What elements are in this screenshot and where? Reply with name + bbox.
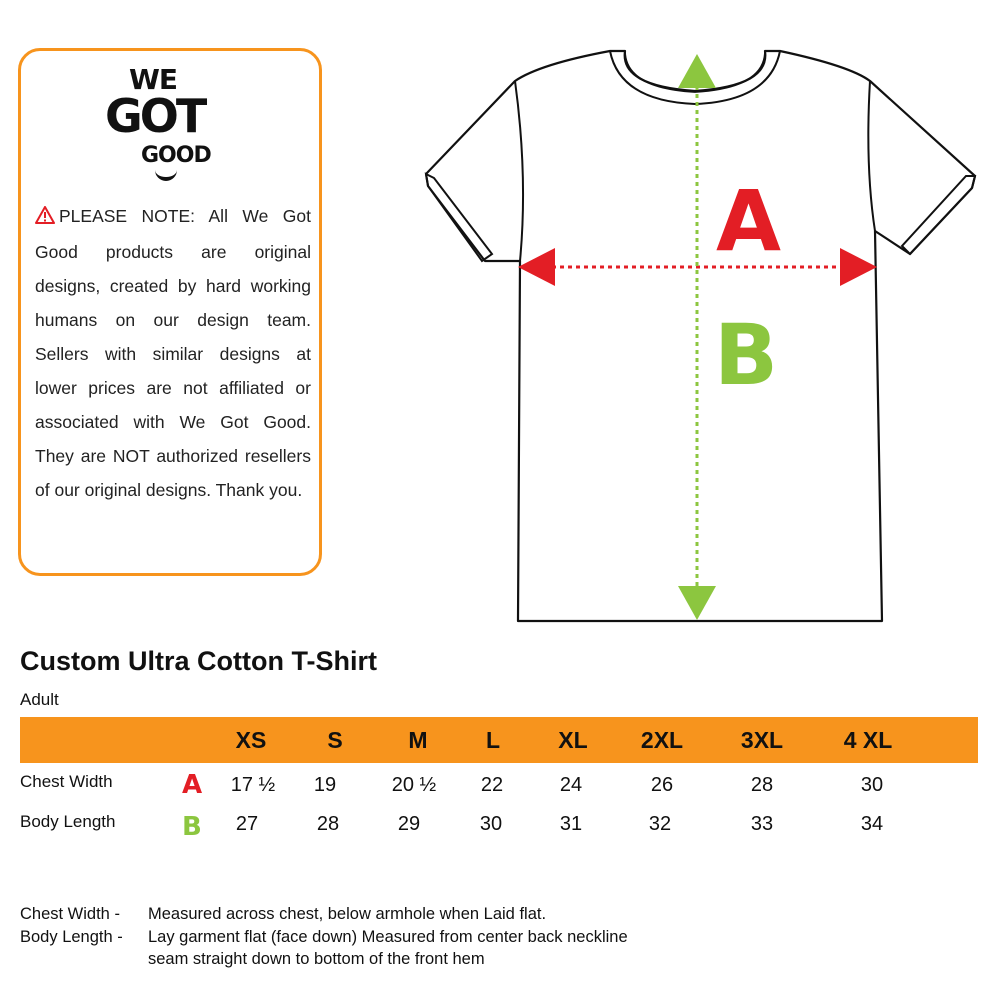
- row-letter-a: A: [182, 770, 203, 800]
- tshirt-diagram: [420, 36, 980, 636]
- note-chest-text: Measured across chest, below armhole when Laid flat.: [148, 905, 547, 923]
- size-header-l: L: [485, 727, 501, 753]
- logo-line-we: WE: [129, 63, 178, 96]
- chest-m: 20 ½: [391, 774, 437, 796]
- size-header-s: S: [327, 727, 343, 753]
- length-arrow-top: [678, 54, 716, 88]
- notice-text: [35, 199, 311, 507]
- logo-smile-icon: [155, 167, 177, 181]
- note-length: [20, 928, 628, 947]
- size-header-xs: XS: [235, 727, 267, 753]
- size-header-m: M: [408, 727, 428, 753]
- chest-3xl: 28: [750, 774, 774, 796]
- note-length-cont-text: seam straight down to bottom of the front hem: [148, 950, 485, 968]
- size-category: Adult: [20, 690, 59, 709]
- length-4xl: 34: [860, 813, 884, 835]
- row-label-length: Body Length: [20, 812, 116, 831]
- label-b: B: [714, 306, 779, 404]
- note-length-key: Body Length -: [20, 928, 123, 946]
- logo-line-got: GOT: [105, 89, 205, 143]
- product-title: Custom Ultra Cotton T-Shirt: [20, 646, 377, 676]
- length-s: 28: [316, 813, 340, 835]
- row-label-chest: Chest Width: [20, 772, 113, 791]
- length-l: 30: [479, 813, 503, 835]
- chest-2xl: 26: [650, 774, 674, 796]
- size-header-xl: XL: [558, 727, 588, 753]
- note-chest-key: Chest Width -: [20, 905, 120, 923]
- size-header-4xl: 4 XL: [843, 727, 893, 753]
- tshirt-outline: [426, 51, 975, 621]
- chest-xs: 17 ½: [230, 774, 276, 796]
- length-m: 29: [397, 813, 421, 835]
- chest-s: 19: [313, 774, 337, 796]
- brand-logo: [105, 63, 241, 183]
- length-2xl: 32: [648, 813, 672, 835]
- chest-xl: 24: [559, 774, 583, 796]
- notice-paragraph: PLEASE NOTE: All We Got Good products are original designs, created by hard working humans on our design team. Sellers with similar designs at lower prices are not affiliated or associated with We Got Good. They are NOT authorized resellers of our original designs. Thank you.: [35, 206, 311, 500]
- logo-line-good: GOOD: [141, 143, 211, 168]
- label-a: A: [716, 172, 782, 270]
- length-xs: 27: [235, 813, 259, 835]
- note-length-text: Lay garment flat (face down) Measured from center back neckline: [148, 928, 628, 946]
- length-3xl: 33: [750, 813, 774, 835]
- chest-4xl: 30: [860, 774, 884, 796]
- notice-card: [18, 48, 322, 576]
- warning-icon: [35, 201, 55, 235]
- size-header-2xl: 2XL: [640, 727, 684, 753]
- row-letter-b: B: [182, 812, 202, 842]
- note-chest: [20, 905, 546, 924]
- chest-l: 22: [480, 774, 504, 796]
- note-length-cont: [20, 950, 485, 969]
- length-xl: 31: [559, 813, 583, 835]
- size-header-3xl: 3XL: [740, 727, 784, 753]
